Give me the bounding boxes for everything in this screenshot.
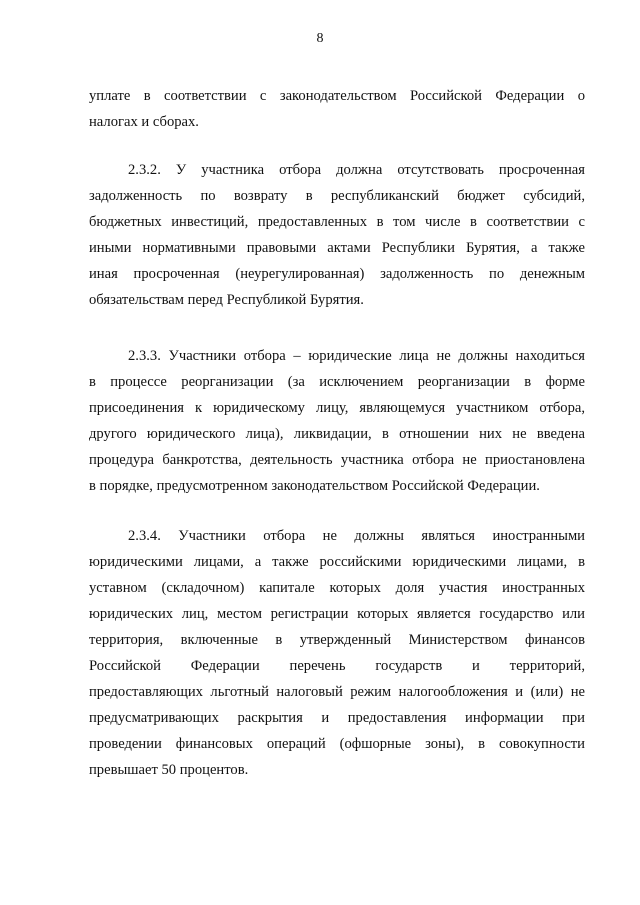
text-line: юридическими лицами, а также российскими юридическими лицами, в [89, 554, 585, 570]
text-line: предусматривающих раскрытия и предоставления информации при [89, 710, 585, 726]
text-line: иными нормативными правовыми актами Республики Бурятия, а также [89, 240, 585, 256]
text-line: уставном (складочном) капитале которых доля участия иностранных [89, 580, 585, 596]
text-line: 2.3.2. У участника отбора должна отсутствовать просроченная [128, 162, 585, 178]
text-line: присоединения к юридическому лицу, являющемуся участником отбора, [89, 400, 585, 416]
paragraph-2-3-3 [89, 343, 585, 499]
text-line: иная просроченная (неурегулированная) задолженность по денежным [89, 266, 585, 282]
paragraph-continuation [89, 83, 585, 135]
text-line: налогах и сборах. [89, 114, 199, 130]
text-line: в порядке, предусмотренном законодательством Российской Федерации. [89, 478, 540, 494]
page-number: 8 [316, 31, 324, 46]
text-line: предоставляющих льготный налоговый режим налогообложения и (или) не [89, 684, 585, 700]
text-line: обязательствам перед Республикой Бурятия. [89, 292, 364, 308]
text-line: проведении финансовых операций (офшорные зоны), в совокупности [89, 736, 585, 752]
text-line: задолженность по возврату в республиканский бюджет субсидий, [89, 188, 585, 204]
text-line: превышает 50 процентов. [89, 762, 249, 778]
text-line: в процессе реорганизации (за исключением реорганизации в форме [89, 374, 585, 390]
text-line: 2.3.4. Участники отбора не должны являться иностранными [128, 528, 585, 544]
text-line: процедура банкротства, деятельность участника отбора не приостановлена [89, 452, 585, 468]
text-line: Российской Федерации перечень государств и территорий, [89, 658, 585, 674]
text-line: юридических лиц, местом регистрации которых является государство или [89, 606, 585, 622]
paragraph-2-3-4 [89, 523, 585, 783]
text-line: уплате в соответствии с законодательством Российской Федерации о [89, 88, 585, 104]
text-line: 2.3.3. Участники отбора – юридические лица не должны находиться [128, 348, 585, 364]
text-line: другого юридического лица), ликвидации, в отношении них не введена [89, 426, 585, 442]
paragraph-2-3-2 [89, 157, 585, 313]
text-line: бюджетных инвестиций, предоставленных в том числе в соответствии с [89, 214, 585, 230]
text-line: территория, включенные в утвержденный Министерством финансов [89, 632, 585, 648]
